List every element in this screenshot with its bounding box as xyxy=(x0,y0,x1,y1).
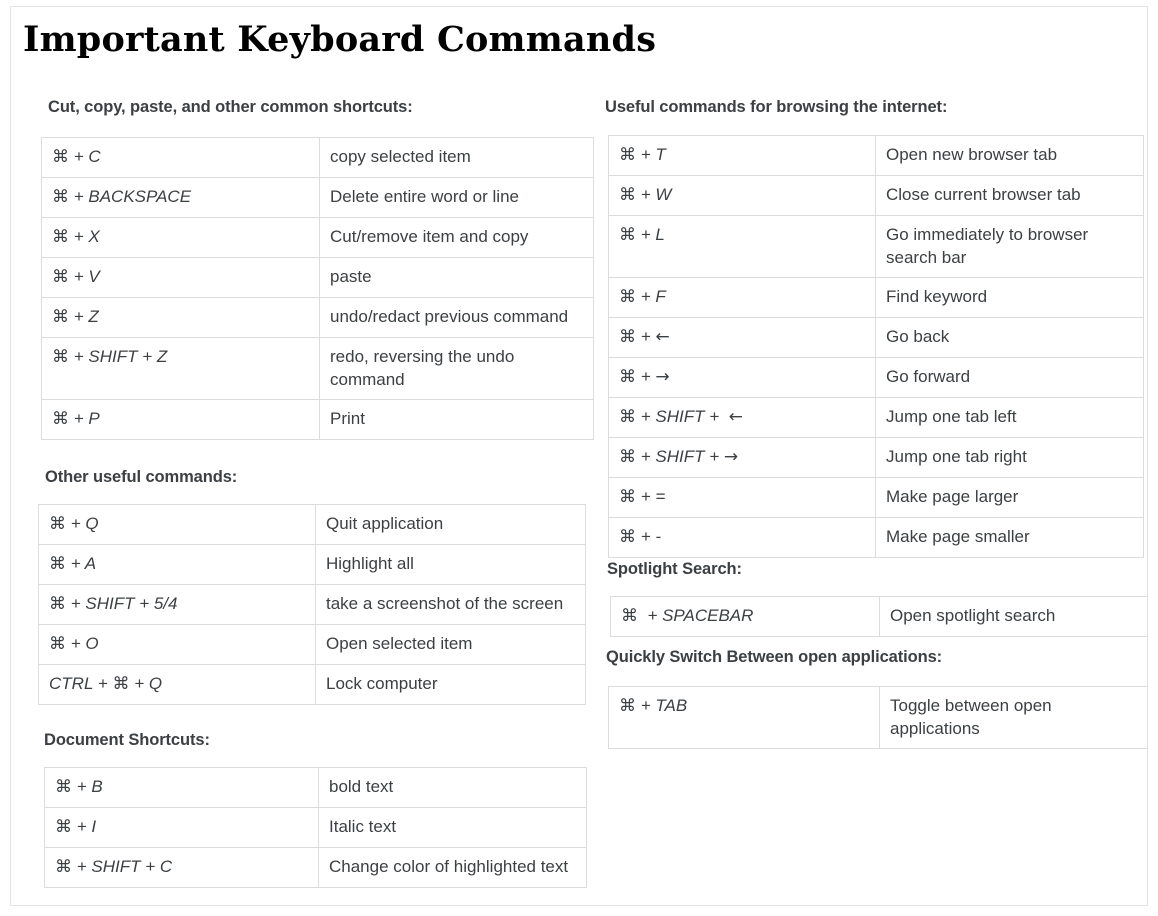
shortcut-keys-cell: ⌘ + TAB xyxy=(609,687,880,749)
section-heading-browsing: Useful commands for browsing the internet: xyxy=(605,98,948,116)
command-key-icon: ⌘ xyxy=(619,527,636,547)
table-row xyxy=(45,808,587,848)
table-row xyxy=(609,136,1144,176)
shortcut-keys-cell: ⌘ + A xyxy=(39,545,316,585)
arrow-right-icon: → xyxy=(655,367,670,387)
shortcut-description-cell: Go immediately to browser search bar xyxy=(876,216,1144,278)
table-row xyxy=(39,665,586,705)
shortcut-keys-cell: ⌘ + L xyxy=(609,216,876,278)
section-heading-switch-apps: Quickly Switch Between open applications: xyxy=(606,648,943,666)
shortcut-description-cell: Make page larger xyxy=(876,478,1144,518)
table-document-shortcuts xyxy=(44,767,587,888)
table-row xyxy=(45,848,587,888)
document-page xyxy=(10,6,1148,906)
shortcut-description-cell: bold text xyxy=(319,768,587,808)
shortcut-description-cell: Go forward xyxy=(876,358,1144,398)
command-key-icon: ⌘ xyxy=(52,267,69,287)
shortcut-description-cell: Delete entire word or line xyxy=(320,178,594,218)
shortcut-description-cell: take a screenshot of the screen xyxy=(316,585,586,625)
arrow-left-icon: ← xyxy=(728,407,743,427)
arrow-left-icon: ← xyxy=(655,327,670,347)
arrow-right-icon: → xyxy=(723,447,739,467)
table-row xyxy=(609,398,1144,438)
shortcut-keys-cell: ⌘ + SHIFT + C xyxy=(45,848,319,888)
shortcut-keys-cell: ⌘ + → xyxy=(609,358,876,398)
shortcut-keys-cell: ⌘ + V xyxy=(42,258,320,298)
table-row xyxy=(42,218,594,258)
command-key-icon: ⌘ xyxy=(52,347,69,367)
command-key-icon: ⌘ xyxy=(52,227,69,247)
shortcut-description-cell: Go back xyxy=(876,318,1144,358)
shortcut-description-cell: Find keyword xyxy=(876,278,1144,318)
table-row xyxy=(609,687,1149,749)
shortcut-description-cell: Jump one tab left xyxy=(876,398,1144,438)
shortcut-description-cell: Open selected item xyxy=(316,625,586,665)
command-key-icon: ⌘ xyxy=(52,409,69,429)
shortcut-description-cell: Open spotlight search xyxy=(880,597,1149,637)
shortcut-description-cell: Make page smaller xyxy=(876,518,1144,558)
table-browsing-commands xyxy=(608,135,1144,558)
shortcut-keys-cell: ⌘ + SPACEBAR xyxy=(611,597,880,637)
shortcut-description-cell: Lock computer xyxy=(316,665,586,705)
shortcut-description-cell: Italic text xyxy=(319,808,587,848)
shortcut-keys-cell: ⌘ + W xyxy=(609,176,876,216)
table-row xyxy=(42,400,594,440)
table-row xyxy=(609,278,1144,318)
shortcut-keys-cell: ⌘ + BACKSPACE xyxy=(42,178,320,218)
command-key-icon: ⌘ xyxy=(55,777,72,797)
command-key-icon: ⌘ xyxy=(52,187,69,207)
table-row xyxy=(609,358,1144,398)
shortcut-description-cell: Print xyxy=(320,400,594,440)
shortcut-keys-cell: ⌘ + P xyxy=(42,400,320,440)
shortcut-description-cell: Quit application xyxy=(316,505,586,545)
command-key-icon: ⌘ xyxy=(619,145,636,165)
table-row xyxy=(45,768,587,808)
table-common-shortcuts xyxy=(41,137,594,440)
section-heading-other-commands: Other useful commands: xyxy=(45,468,238,486)
shortcut-keys-cell: ⌘ + ← xyxy=(609,318,876,358)
command-key-icon: ⌘ xyxy=(49,554,66,574)
table-row xyxy=(39,585,586,625)
table-row xyxy=(609,176,1144,216)
table-row xyxy=(42,338,594,400)
shortcut-keys-cell: ⌘ + I xyxy=(45,808,319,848)
command-key-icon: ⌘ xyxy=(49,594,66,614)
shortcut-keys-cell: ⌘ + SHIFT + → xyxy=(609,438,876,478)
shortcut-description-cell: Jump one tab right xyxy=(876,438,1144,478)
table-row xyxy=(611,597,1149,637)
section-heading-common-shortcuts: Cut, copy, paste, and other common shortcuts: xyxy=(48,98,413,116)
shortcut-keys-cell: ⌘ + SHIFT + Z xyxy=(42,338,320,400)
shortcut-keys-cell: CTRL + ⌘ + Q xyxy=(39,665,316,705)
table-switch-applications xyxy=(608,686,1148,749)
shortcut-keys-cell: ⌘ + O xyxy=(39,625,316,665)
shortcut-keys-cell: ⌘ + SHIFT + ← xyxy=(609,398,876,438)
command-key-icon: ⌘ xyxy=(52,307,69,327)
table-row xyxy=(609,438,1144,478)
table-row xyxy=(609,318,1144,358)
command-key-icon: ⌘ xyxy=(621,606,638,626)
command-key-icon: ⌘ xyxy=(619,407,636,427)
section-heading-spotlight-search: Spotlight Search: xyxy=(607,560,742,578)
shortcut-description-cell: paste xyxy=(320,258,594,298)
table-row xyxy=(609,478,1144,518)
command-key-icon: ⌘ xyxy=(112,674,130,694)
shortcut-description-cell: Cut/remove item and copy xyxy=(320,218,594,258)
table-row xyxy=(39,625,586,665)
command-key-icon: ⌘ xyxy=(55,817,72,837)
shortcut-description-cell: Toggle between open applications xyxy=(880,687,1149,749)
command-key-icon: ⌘ xyxy=(619,696,636,716)
shortcut-keys-cell: ⌘ + T xyxy=(609,136,876,176)
shortcut-keys-cell: ⌘ + Q xyxy=(39,505,316,545)
shortcut-keys-cell: ⌘ + - xyxy=(609,518,876,558)
table-row xyxy=(39,505,586,545)
command-key-icon: ⌘ xyxy=(49,634,66,654)
shortcut-description-cell: Highlight all xyxy=(316,545,586,585)
command-key-icon: ⌘ xyxy=(619,447,636,467)
command-key-icon: ⌘ xyxy=(619,185,636,205)
shortcut-description-cell: Close current browser tab xyxy=(876,176,1144,216)
table-row xyxy=(609,216,1144,278)
shortcut-description-cell: Change color of highlighted text xyxy=(319,848,587,888)
command-key-icon: ⌘ xyxy=(52,147,69,167)
command-key-icon: ⌘ xyxy=(619,225,636,245)
table-row xyxy=(42,298,594,338)
command-key-icon: ⌘ xyxy=(619,327,636,347)
shortcut-keys-cell: ⌘ + = xyxy=(609,478,876,518)
shortcut-keys-cell: ⌘ + X xyxy=(42,218,320,258)
table-row xyxy=(609,518,1144,558)
shortcut-description-cell: Open new browser tab xyxy=(876,136,1144,176)
shortcut-keys-cell: ⌘ + B xyxy=(45,768,319,808)
shortcut-keys-cell: ⌘ + SHIFT + 5/4 xyxy=(39,585,316,625)
shortcut-description-cell: copy selected item xyxy=(320,138,594,178)
table-row xyxy=(39,545,586,585)
table-spotlight-search xyxy=(610,596,1148,637)
table-row xyxy=(42,138,594,178)
shortcut-description-cell: undo/redact previous command xyxy=(320,298,594,338)
command-key-icon: ⌘ xyxy=(619,367,636,387)
section-heading-document-shortcuts: Document Shortcuts: xyxy=(44,731,210,749)
shortcut-keys-cell: ⌘ + Z xyxy=(42,298,320,338)
command-key-icon: ⌘ xyxy=(619,487,636,507)
shortcut-keys-cell: ⌘ + C xyxy=(42,138,320,178)
table-row xyxy=(42,178,594,218)
command-key-icon: ⌘ xyxy=(619,287,636,307)
page-title: Important Keyboard Commands xyxy=(23,19,657,60)
shortcut-description-cell: redo, reversing the undo command xyxy=(320,338,594,400)
table-other-commands xyxy=(38,504,586,705)
table-row xyxy=(42,258,594,298)
shortcut-keys-cell: ⌘ + F xyxy=(609,278,876,318)
command-key-icon: ⌘ xyxy=(49,514,66,534)
command-key-icon: ⌘ xyxy=(55,857,72,877)
